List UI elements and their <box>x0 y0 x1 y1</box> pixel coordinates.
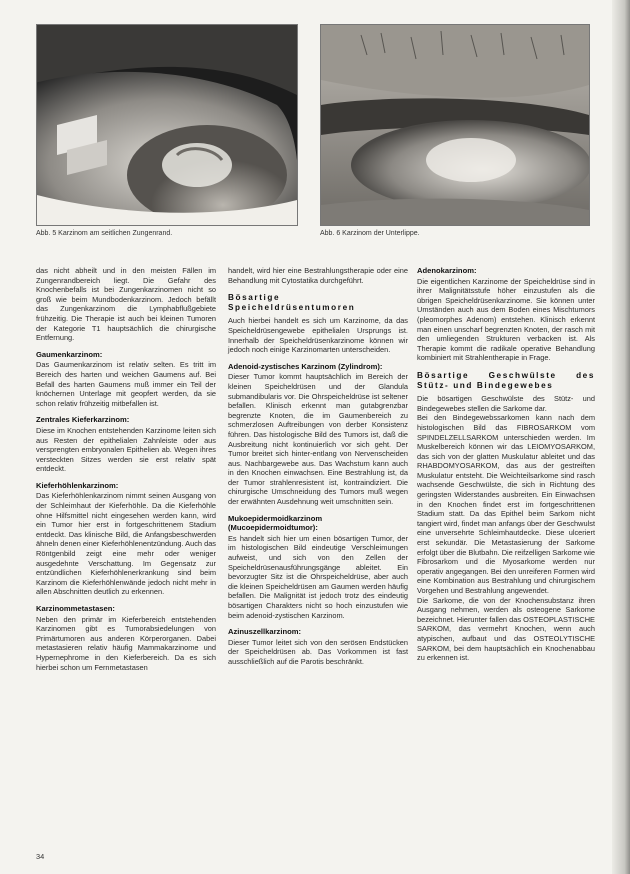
subsection-heading: Gaumenkarzinom: <box>36 349 103 359</box>
subsection-heading: Zentrales Kieferkarzinom: <box>36 415 130 425</box>
text-column-middle <box>228 266 408 667</box>
page-number: 34 <box>36 852 45 861</box>
subsection-heading: Karzinommetastasen: <box>36 604 115 613</box>
figure-lower-lip-carcinoma-photo <box>320 24 590 226</box>
paragraph: das nicht abheilt und in den meisten Fällen im Zungenrandbereich liegt. Die Gefahr des Knochenbefalls ist bei Zungenkarzinomen nicht so groß wie beim Mundbodenkarzinom. Jedoch befällt das Zungenkarzinom die Lymphabflußgebiete frühzeitig. Die Therapie ist auch bei kleinen Tumoren der Kategorie T1 hauptsächlich die chirurgische Entfernung. <box>36 266 216 343</box>
page-edge-shadow <box>612 0 630 874</box>
text-column-left <box>36 266 216 672</box>
paragraph: handelt, wird hier eine Bestrahlungstherapie oder eine Behandlung mit Cytostatika durchgeführt. <box>228 266 408 285</box>
paragraph: Diese im Knochen entstehenden Karzinome leiten sich aus Resten der epithelialen Zahnleiste oder aus versprengten embryonalen Epithelien ab. Wegen ihres versteckten Sitzes werden sie erst relativ spät entdeckt. <box>36 425 216 474</box>
paragraph: Auch hierbei handelt es sich um Karzinome, da das Speicheldrüsengewebe epithelialen Ursprungs ist. Innerhalb der Speicheldrüsenkarzinome können wir jedoch noch einige Karzinomarten unterscheiden. <box>228 316 408 355</box>
subsection-heading: Kieferhöhlenkarzinom: <box>36 480 119 490</box>
text-column-right <box>417 266 595 663</box>
paragraph: Dieser Tumor kommt hauptsächlich im Bereich der kleinen Speicheldrüsen und der Glandula submandibularis vor. Die Ohrspeicheldrüse ist seltener befallen. Klinisch erkennt man gutabgrenzbar begrenzte Knoten, die im Gaumenbereich zu schmerzlosen Auftreibungen von derber Konsistenz führen. Das histologische Bild des Tumors ist, daß die Ausbreitung nicht kontinuierlich vor sich geht. Der Tumor breitet sich hinter-entlang von Nervenscheiden aus. Nachbargewebe aus. Das Wachstum kann auch in den Knochen einwachsen. Eine Bestrahlung ist, da der Tumor strahlenresistent ist, kontraindiziert. Die chirurgische Umschneidung des Tumors muß wegen der erwähnten Ausdehnung weit umschnitten sein. <box>228 372 408 507</box>
paragraph: Bei den Bindegewebssarkomen kann nach dem histologischen Bild das FIBROSARKOM vom SPINDELZELLSARKOM unterschieden werden. Im Muskelbereich können wir das LEIOMYOSARKOM, das sich von der glatten Muskulatur ableitet und das RHABDOMYOSARKOM, das aus der gestreiften Muskulatur entsteht. Die Weichteilsarkome sind rasch wachsende Geschwülste, die sich in Richtung des geringsten Widerstandes ausbreiten. Ein Einwachsen in den Knochen findet erst im fortgeschrittenen Stadium statt. Da das Epithel beim Sarkom nicht tangiert wird, findet man anfangs über der Geschwulst eine unversehrte Schleimhautdecke. Diese ulceriert erst sekundär. Die Metastasierung der Sarkome erfolgt über die Blutbahn. Die reifzelligen Sarkome wie Fibrosarkom und die Myosarkome werden nur operativ angegangen. Bei den unreiferen Formen wird eine Kombination aus Bestrahlung und chirurgischem Vorgehen und Bestrahlung angewendet. <box>417 413 595 595</box>
paragraph: Die eigentlichen Karzinome der Speicheldrüse sind in ihrer Malignitätsstufe höher einzustufen als die übrigen Speicheldrüsenkarzinome. Sie können unter Umständen auch aus dem Boden eines Mischtumors (pleomorphes Adenom) entstehen. Klinisch erkennt man einen unscharf begrenzten Knoten, der rasch mit den umliegenden Strukturen verbacken ist. Als Therapie kommt die radikale operative Behandlung kombiniert mit Strahlentherapie in Frage. <box>417 276 595 363</box>
figure-caption: Abb. 5 Karzinom am seitlichen Zungenrand. <box>36 230 173 237</box>
paragraph: Das Kieferhöhlenkarzinom nimmt seinen Ausgang von der Schleimhaut der Kieferhöhle. Da die Kieferhöhle ohne Hilfsmittel nicht eingesehen werden kann, wird ein Tumor hier erst in fortgeschrittenem Stadium entdeckt. Das klinische Bild, die Anfangsbeschwerden ähneln denen einer Kieferhöhlenentzündung. Auch das Röntgenbild zeigt eine mehr oder weniger ausgedehnte Verschattung. Im Gegensatz zur entzündlichen Kieferhöhlenerkrankung sind beim Karzinom die Kieferhöhlenwände jedoch nicht mehr in allen Abschnitten deutlich zu erkennen. <box>36 491 216 597</box>
section-heading: Bösartige Speicheldrüsentumoren <box>228 293 356 312</box>
figure-tongue-carcinoma-photo <box>36 24 298 226</box>
paragraph: Die Sarkome, die von der Knochensubstanz ihren Ausgang nehmen, werden als osteogene Sarkome bezeichnet. Hierunter fallen das OSTEOPLASTISCHE SARKOM, das vermehrt Knochen, wenn auch atypischen, aufbaut und das OSTEOLYTISCHE SARKOM, bei dem hauptsächlich ein Knochenabbau zu erkennen ist. <box>417 595 595 663</box>
subsection-heading: Azinuszellkarzinom: <box>228 627 301 637</box>
paragraph: Neben den primär im Kieferbereich entstehenden Karzinomen gibt es Tumorabsiedelungen von Primärtumoren aus anderen Körperorganen. Dabei metastasieren relativ häufig Mammakarzinome und Hypernephrome in den Kieferbereich. Da es sich hierbei schon um Fernmetastasen <box>36 614 216 672</box>
paragraph: Das Gaumenkarzinom ist relativ selten. Es tritt im Bereich des harten und weichen Gaumens auf. Bei Befall des harten Gaumens muß immer ein Teil der knöchernen Unterlage mit geopfert werden, da sie schon relativ frühzeitig mitbefallen ist. <box>36 360 216 408</box>
tongue-photo-image <box>37 25 297 225</box>
paragraph: Die bösartigen Geschwülste des Stütz- und Bindegewebes stellen die Sarkome dar. <box>417 394 595 413</box>
figure-caption: Abb. 6 Karzinom der Unterlippe. <box>320 230 420 237</box>
section-heading: Bösartige Geschwülste des Stütz- und Bindegewebes <box>417 370 595 390</box>
subsection-heading: Adenokarzinom: <box>417 266 477 275</box>
paragraph: Dieser Tumor leitet sich von den serösen Endstücken der Speicheldrüsen ab. Das Vorkommen ist fast ausschließlich auf die Parotis beschränkt. <box>228 637 408 666</box>
lip-photo-image <box>321 25 589 225</box>
paragraph: Es handelt sich hier um einen bösartigen Tumor, der im histologischen Bild eindeutige Verschleimungen aufweist, und sich von den Zellen der Speicheldrüsenausführungsgänge ableitet. Ein bevorzugter Sitz ist die Ohrspeicheldrüse, aber auch die kleinen Speicheldrüsen am Gaumen werden häufig befallen. Die Malignität ist jedoch trotz des eindeutig bösartigen Charakters nicht so hoch einzustufen wie beim adenoid-zystischen Karzinom. <box>228 533 408 620</box>
subsection-heading: Mukoepidermoidkarzinom (Mucoepidermoidtumor): <box>228 513 323 533</box>
subsection-heading: Adenoid-zystisches Karzinom (Zylindrom): <box>228 361 383 371</box>
